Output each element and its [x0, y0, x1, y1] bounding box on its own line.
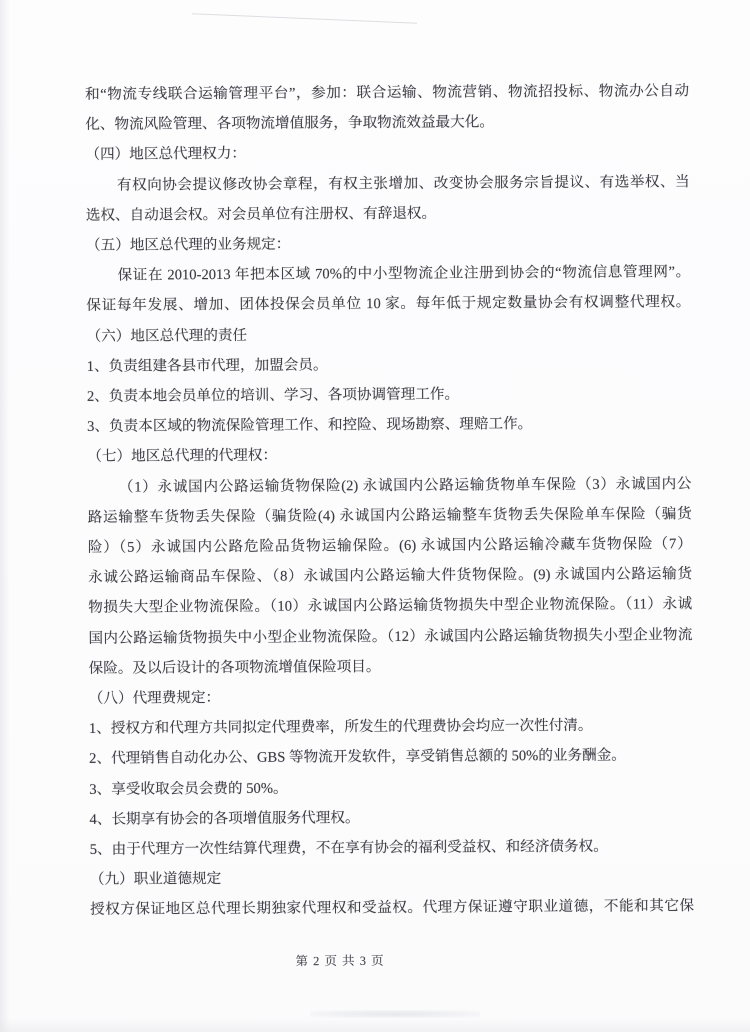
text-line: （七）地区总代理的代理权：	[87, 448, 278, 466]
text-line: 物损失大型企业物流保险。（10）永诚国内公路运输货物损失中型企业物流保险。（11）永诚	[88, 596, 693, 617]
text-line: 路运输整车货物丢失保险（骗货险(4) 永诚国内公路运输整车货物丢失保险单车保险（骗货	[87, 505, 692, 526]
text-line: 1、授权方和代理方共同拟定代理费率，所发生的代理费协会均应一次性付清。	[88, 718, 593, 738]
text-line: （八）代理费规定：	[88, 690, 221, 707]
scan-edge-shading-left	[0, 0, 10, 1032]
text-line: 永诚公路运输商品车保险、（8）永诚国内公路运输大件货物保险。(9) 永诚国内公路运输货	[88, 566, 693, 587]
text-line: 3、享受收取会员会费的 50%。	[89, 780, 288, 798]
text-line: 保证在 2010-2013 年把本区域 70%的中小型物流企业注册到协会的“物流信息管理网”。	[117, 264, 691, 284]
text-line: 2、负责本地会员单位的培训、学习、各项协调管理工作。	[86, 386, 460, 405]
text-line: 授权方保证地区总代理长期独家代理权和受益权。代理方保证遵守职业道德，不能和其它保	[90, 898, 695, 919]
text-line: 保险。及以后设计的各项物流增值保险项目。	[88, 658, 381, 677]
document-body	[85, 76, 694, 925]
paper-edge-artifact	[192, 13, 417, 23]
text-line: （九）职业道德规定	[89, 871, 222, 889]
text-line: 国内公路运输货物损失中小型企业物流保险。（12）永诚国内公路运输货物损失小型企业物流	[88, 626, 693, 647]
text-line: 1、负责组建各县市代理，加盟会员。	[86, 357, 328, 375]
text-line: （四）地区总代理权力：	[85, 146, 247, 164]
scan-smudge-artifact	[310, 1010, 480, 1018]
text-line: 4、长期享有协会的各项增值服务代理权。	[89, 810, 360, 828]
text-line: 保证每年发展、增加、团体投保会员单位 10 家。每年低于规定数量协会有权调整代理权。	[86, 294, 691, 315]
text-line: 化、物流风险管理、各项物流增值服务，争取物流效益最大化。	[85, 114, 494, 134]
text-line: （五）地区总代理的业务规定：	[85, 236, 291, 254]
text-line: 有权向协会提议修改协会章程，有权主张增加、改变协会服务宗旨提议、有选举权、当	[116, 173, 690, 194]
page-number-footer: 第 2 页 共 3 页	[295, 953, 385, 969]
text-line: （六）地区总代理的责任	[86, 327, 248, 345]
text-line: （1）永诚国内公路运输货物保险(2) 永诚国内公路运输货物单车保险（3）永诚国内公	[118, 475, 692, 496]
scan-edge-shading-bottom	[0, 1018, 750, 1032]
text-line: 和“物流专线联合运输管理平台”，参加：联合运输、物流营销、物流招投标、物流办公自动	[85, 83, 690, 103]
text-line: 选权、自动退会权。对会员单位有注册权、有辞退权。	[85, 205, 437, 224]
text-line: 2、代理销售自动化办公、GBS 等物流开发软件，享受销售总额的 50%的业务酬金。	[89, 748, 626, 768]
text-line: 5、由于代理方一次性结算代理费，不在享有协会的福利受益权、和经济债务权。	[89, 838, 608, 858]
text-line: 3、负责本区域的物流保险管理工作、和控险、现场勘察、理赔工作。	[87, 416, 533, 436]
text-line: 险）（5）永诚国内公路危险品货物运输保险。(6) 永诚国内公路运输冷藏车货物保险（7）	[87, 536, 692, 556]
